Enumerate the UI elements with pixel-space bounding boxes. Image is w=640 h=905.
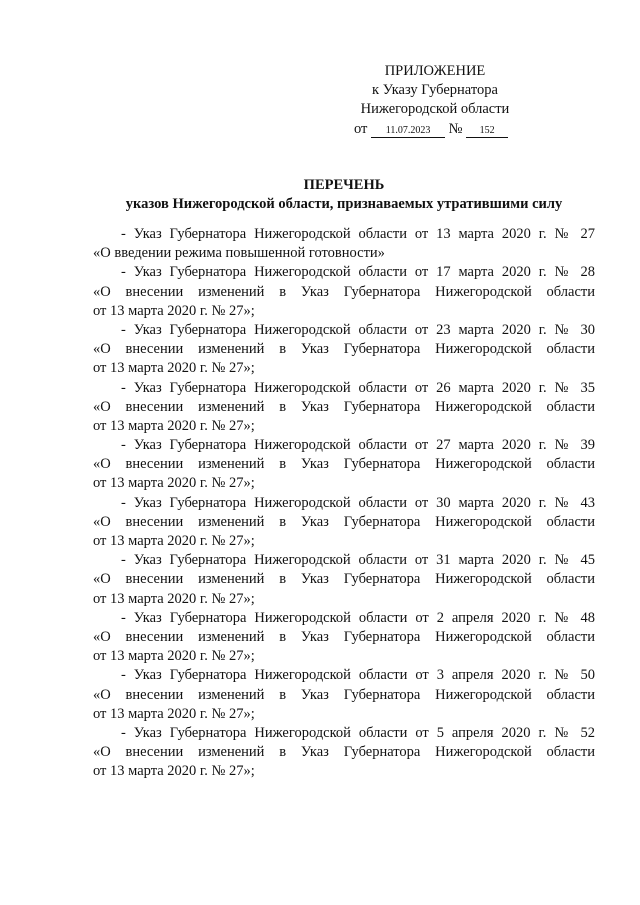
appendix-date-number-line — [340, 120, 530, 138]
decree-reference-line: - Указ Губернатора Нижегородской области от 23 марта 2020 г. № 30 — [121, 321, 595, 338]
decree-subject-line: «О внесении изменений в Указ Губернатора Нижегородской области — [93, 513, 595, 530]
list-item — [93, 225, 595, 263]
appendix-subtitle: к Указу Губернатора — [372, 82, 498, 99]
decree-subject-line: «О внесении изменений в Указ Губернатора Нижегородской области — [93, 283, 595, 300]
decree-number: 152 — [466, 125, 508, 138]
decree-reference-line: - Указ Губернатора Нижегородской области от 3 апреля 2020 г. № 50 — [121, 667, 595, 684]
title-subheading: указов Нижегородской области, признаваемых утратившими силу — [125, 196, 563, 213]
list-item — [93, 321, 595, 379]
decree-subject-line: «О внесении изменений в Указ Губернатора Нижегородской области — [93, 744, 595, 761]
decree-subject-line: «О внесении изменений в Указ Губернатора Нижегородской области — [93, 571, 595, 588]
decree-date: 11.07.2023 — [371, 125, 445, 138]
appendix-region: Нижегородской области — [360, 101, 510, 118]
decree-reference-line: - Указ Губернатора Нижегородской области от 30 марта 2020 г. № 43 — [121, 494, 595, 511]
list-item — [93, 666, 595, 724]
decree-subject-line: «О внесении изменений в Указ Губернатора Нижегородской области — [93, 686, 595, 703]
decree-subject-tail-line: от 13 марта 2020 г. № 27»; — [93, 590, 255, 607]
decree-subject-tail-line: от 13 марта 2020 г. № 27»; — [93, 648, 255, 665]
decree-reference-line: - Указ Губернатора Нижегородской области от 5 апреля 2020 г. № 52 — [121, 724, 595, 741]
decree-reference-line: - Указ Губернатора Нижегородской области от 17 марта 2020 г. № 28 — [121, 264, 595, 281]
number-label: № — [448, 120, 463, 137]
list-item — [93, 724, 595, 782]
decree-subject-tail-line: от 13 марта 2020 г. № 27»; — [93, 360, 255, 377]
list-item — [93, 263, 595, 321]
list-item — [93, 551, 595, 609]
decree-subject-tail-line: «О введении режима повышенной готовности» — [93, 245, 385, 262]
decree-subject-tail-line: от 13 марта 2020 г. № 27»; — [93, 533, 255, 549]
decree-subject-line: «О внесении изменений в Указ Губернатора Нижегородской области — [93, 628, 595, 645]
decree-reference-line: - Указ Губернатора Нижегородской области от 2 апреля 2020 г. № 48 — [121, 609, 595, 626]
decree-subject-tail-line: от 13 марта 2020 г. № 27»; — [93, 763, 255, 780]
decree-reference-line: - Указ Губернатора Нижегородской области от 13 марта 2020 г. № 27 — [121, 226, 595, 242]
appendix-header — [340, 62, 530, 138]
decree-reference-line: - Указ Губернатора Нижегородской области от 31 марта 2020 г. № 45 — [121, 552, 595, 569]
list-item — [93, 379, 595, 437]
decree-subject-tail-line: от 13 марта 2020 г. № 27»; — [93, 475, 255, 492]
title-heading: ПЕРЕЧЕНЬ — [303, 177, 385, 193]
decree-list — [93, 225, 595, 781]
document-title — [93, 175, 595, 213]
from-label: от — [354, 120, 368, 137]
list-item — [93, 436, 595, 494]
decree-subject-line: «О внесении изменений в Указ Губернатора Нижегородской области — [93, 398, 595, 415]
decree-subject-line: «О внесении изменений в Указ Губернатора Нижегородской области — [93, 341, 595, 358]
decree-subject-line: «О внесении изменений в Указ Губернатора Нижегородской области — [93, 456, 595, 473]
decree-subject-tail-line: от 13 марта 2020 г. № 27»; — [93, 302, 255, 319]
decree-subject-tail-line: от 13 марта 2020 г. № 27»; — [93, 417, 255, 434]
decree-subject-tail-line: от 13 марта 2020 г. № 27»; — [93, 705, 255, 722]
list-item — [93, 494, 595, 552]
list-item — [93, 609, 595, 667]
decree-reference-line: - Указ Губернатора Нижегородской области от 26 марта 2020 г. № 35 — [121, 379, 595, 396]
decree-reference-line: - Указ Губернатора Нижегородской области от 27 марта 2020 г. № 39 — [121, 437, 595, 454]
appendix-title: ПРИЛОЖЕНИЕ — [384, 63, 486, 79]
